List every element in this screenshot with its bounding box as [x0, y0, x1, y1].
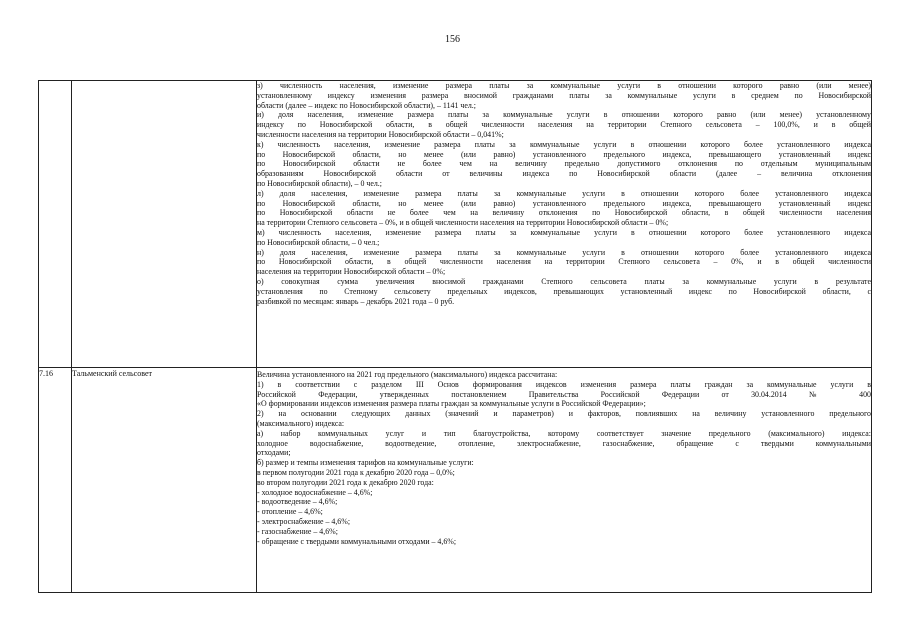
text-line: (максимального) индекса: [257, 418, 345, 428]
text-line: индексу по Новосибирской области, в общей численности населения на территории Степного сельсовета – 100,0%, и в общей [257, 120, 871, 130]
text-line: б) размер и темпы изменения тарифов на коммунальные услуги: [257, 458, 474, 468]
text-line: разбивкой по месяцам: январь – декабрь 2021 года – 0 руб. [257, 296, 455, 306]
text-line: о) совокупная сумма увеличения вносимой гражданами Степного сельсовета платы за коммунальные услуги в результате [257, 276, 871, 286]
text-line: - водоотведение – 4,6%; [257, 497, 338, 507]
text-line: отходами; [257, 448, 291, 458]
table-row [39, 81, 872, 368]
text-line: образованиям Новосибирской области от величины индекса по Новосибирской области (далее – величина отклонения [257, 169, 871, 179]
text-line: по Новосибирской области, но менее (или равно) установленного предельного индекса, превышающего установленный индекс [257, 198, 871, 208]
text-line: численности населения на территории Новосибирской области – 0,041%; [257, 129, 504, 139]
text-line: Российской Федерации, утвержденных постановлением Правительства Российской Федерации от 30.04.2014 № 400 [257, 389, 871, 399]
text-line: к) численность населения, изменение размера платы за коммунальные услуги в отношении которого более установленного индекса [257, 139, 871, 149]
row-number: 7.16 [39, 368, 72, 593]
text-line: населения на территории Новосибирской области – 0%; [257, 267, 446, 277]
row-content [257, 368, 872, 593]
row-number [39, 81, 72, 368]
text-line: по Новосибирской области, но менее (или равно) установленного предельного индекса, превышающего установленный индекс [257, 149, 871, 159]
text-line: «О формировании индексов изменения размера платы граждан за коммунальные услуги в Российской Федерации»; [257, 399, 646, 409]
text-line: по Новосибирской области не более чем на величину отклонения по Новосибирской области, в общей численности населения [257, 208, 871, 218]
text-line: по Новосибирской области, – 0 чел.; [257, 237, 380, 247]
municipality-name [72, 81, 257, 368]
text-line: з) численность населения, изменение размера платы за коммунальные услуги в отношении которого равно (или менее) [257, 81, 871, 90]
page-number: 156 [445, 34, 460, 45]
text-line: в первом полугодии 2021 года к декабрю 2020 года – 0,0%; [257, 467, 455, 477]
table-row [39, 368, 872, 593]
text-line: по Новосибирской области), – 0 чел.; [257, 178, 382, 188]
document-table [38, 80, 872, 593]
text-line: установления по Степному сельсовету предельных индексов, превышающих установленный индекс по Новосибирской области, с [257, 286, 871, 296]
text-line: - отопление – 4,6%; [257, 507, 323, 517]
text-line: - обращение с твердыми коммунальными отходами – 4,6%; [257, 536, 457, 546]
text-line: л) доля населения, изменение размера платы за коммунальные услуги в отношении которого более установленного индекса [257, 188, 871, 198]
text-line: м) численность населения, изменение размера платы за коммунальные услуги в отношении которого более установленного индекса [257, 227, 871, 237]
text-line: - газоснабжение – 4,6%; [257, 526, 338, 536]
row-content [257, 81, 872, 368]
text-line: холодное водоснабжение, водоотведение, отопление, электроснабжение, газоснабжение, обращение с твердыми коммунальными [257, 438, 871, 448]
text-line: на территории Степного сельсовета – 0%, и в общей численности населения на территории Новосибирской области – 0%; [257, 218, 669, 228]
text-line: по Новосибирской области не более чем на величину предельно допустимого отклонения по отдельным муниципальным [257, 159, 871, 169]
text-line: по Новосибирской области, в общей численности населения на территории Степного сельсовета – 0%, и в общей численности [257, 257, 871, 267]
text-line: - холодное водоснабжение – 4,6%; [257, 487, 373, 497]
municipality-name: Тальменский сельсовет [72, 368, 257, 593]
text-line: области (далее – индекс по Новосибирской области), – 1141 чел.; [257, 100, 476, 110]
text-line: и) доля населения, изменение размера платы за коммунальные услуги в отношении которого равно (или менее) установленному [257, 110, 871, 120]
text-line: - электроснабжение – 4,6%; [257, 516, 351, 526]
text-line: а) набор коммунальных услуг и тип благоустройства, которому соответствует значение предельного (максимального) индекса: [257, 428, 871, 438]
text-line: 1) в соответствии с разделом III Основ формирования индексов изменения размера платы граждан за коммунальные услуги в [257, 379, 871, 389]
text-line: во втором полугодии 2021 года к декабрю 2020 года: [257, 477, 434, 487]
text-line: н) доля населения, изменение размера платы за коммунальные услуги в отношении которого более установленного индекса [257, 247, 871, 257]
text-line: 2) на основании следующих данных (значений и параметров) и факторов, повлиявших на величину установленного предельного [257, 409, 871, 419]
text-line: установленному индексу изменения размера вносимой гражданами платы за коммунальные услуги в среднем по Новосибирской [257, 90, 871, 100]
text-line: Величина установленного на 2021 год предельного (максимального) индекса рассчитана: [257, 370, 558, 379]
